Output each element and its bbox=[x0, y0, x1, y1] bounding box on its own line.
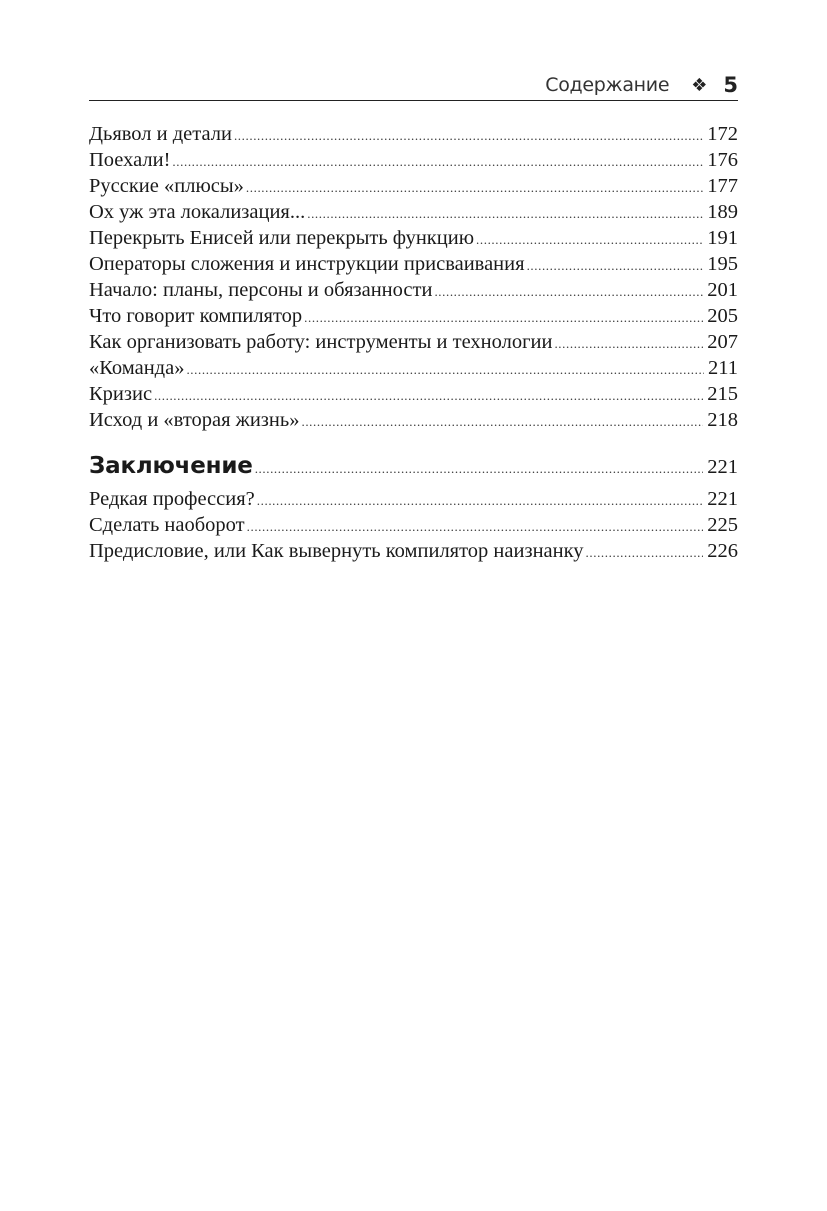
running-header bbox=[89, 72, 738, 101]
toc-entry-title: Предисловие, или Как вывернуть компилятор наизнанку bbox=[89, 540, 584, 562]
toc-entry bbox=[89, 227, 738, 253]
toc-entry-page: 195 bbox=[707, 253, 738, 275]
toc-entry-title: Дьявол и детали bbox=[89, 123, 232, 145]
toc-entry bbox=[89, 331, 738, 357]
toc-entry-page: 207 bbox=[707, 331, 738, 353]
toc-entry-title: Операторы сложения и инструкции присваивания bbox=[89, 253, 525, 275]
dot-leader bbox=[304, 310, 703, 326]
page-number: 5 bbox=[723, 73, 738, 97]
toc-entry-page: 191 bbox=[707, 227, 738, 249]
dot-leader bbox=[154, 388, 703, 404]
chapter-page: 221 bbox=[707, 456, 738, 478]
dot-leader bbox=[301, 414, 703, 430]
dot-leader bbox=[257, 493, 703, 509]
toc-entry-page: 215 bbox=[707, 383, 738, 405]
toc-entry-title: Начало: планы, персоны и обязанности bbox=[89, 279, 433, 301]
toc-entry bbox=[89, 305, 738, 331]
dot-leader bbox=[234, 128, 703, 144]
toc-entry bbox=[89, 357, 738, 383]
toc-entry bbox=[89, 488, 738, 514]
toc-entry-page: 201 bbox=[707, 279, 738, 301]
dot-leader bbox=[255, 461, 704, 477]
toc-entry-title: Как организовать работу: инструменты и технологии bbox=[89, 331, 553, 353]
toc-entry bbox=[89, 149, 738, 175]
toc-list-bottom bbox=[89, 488, 738, 566]
toc-entry-title: Кризис bbox=[89, 383, 153, 405]
dot-leader bbox=[527, 258, 704, 274]
chapter-title: Заключение bbox=[89, 453, 253, 479]
running-header-content bbox=[545, 72, 738, 98]
dot-leader bbox=[586, 545, 704, 561]
toc-entry-title: Исход и «вторая жизнь» bbox=[89, 409, 300, 431]
toc-entry-title: Поехали! bbox=[89, 149, 171, 171]
running-title: Содержание bbox=[545, 74, 670, 96]
toc-entry-page: 176 bbox=[707, 149, 738, 171]
toc-entry-title: Ох уж эта локализация... bbox=[89, 201, 306, 223]
toc-entry-page: 226 bbox=[707, 540, 738, 562]
toc-entry-title: Что говорит компилятор bbox=[89, 305, 303, 327]
toc-entry bbox=[89, 175, 738, 201]
dot-leader bbox=[186, 362, 704, 378]
dot-leader bbox=[476, 232, 703, 248]
dot-leader bbox=[172, 154, 703, 170]
toc-entry bbox=[89, 383, 738, 409]
dot-leader bbox=[307, 206, 703, 222]
toc-entry bbox=[89, 514, 738, 540]
ornament-icon: ❖ bbox=[691, 74, 708, 96]
toc-entry-page: 189 bbox=[707, 201, 738, 223]
toc-entry-title: Перекрыть Енисей или перекрыть функцию bbox=[89, 227, 475, 249]
toc-entry-page: 172 bbox=[707, 123, 738, 145]
dot-leader bbox=[434, 284, 703, 300]
toc-entry-page: 218 bbox=[707, 409, 738, 431]
toc-entry-page: 205 bbox=[707, 305, 738, 327]
toc-entry-page: 177 bbox=[707, 175, 738, 197]
toc-entry bbox=[89, 409, 738, 435]
toc-entry bbox=[89, 253, 738, 279]
toc-entry bbox=[89, 279, 738, 305]
toc-entry bbox=[89, 540, 738, 566]
toc-entry-title: Редкая профессия? bbox=[89, 488, 255, 510]
toc-list-top bbox=[89, 123, 738, 435]
toc-entry bbox=[89, 123, 738, 149]
toc-chapter-heading bbox=[89, 453, 738, 487]
toc-entry-page: 225 bbox=[707, 514, 738, 536]
toc-entry-page: 221 bbox=[707, 488, 738, 510]
toc-entry bbox=[89, 201, 738, 227]
toc-entry-title: Сделать наоборот bbox=[89, 514, 245, 536]
dot-leader bbox=[246, 180, 703, 196]
toc-entry-title: Русские «плюсы» bbox=[89, 175, 244, 197]
dot-leader bbox=[247, 519, 704, 535]
toc-entry-title: «Команда» bbox=[89, 357, 185, 379]
dot-leader bbox=[554, 336, 703, 352]
toc-entry-page: 211 bbox=[708, 357, 738, 379]
